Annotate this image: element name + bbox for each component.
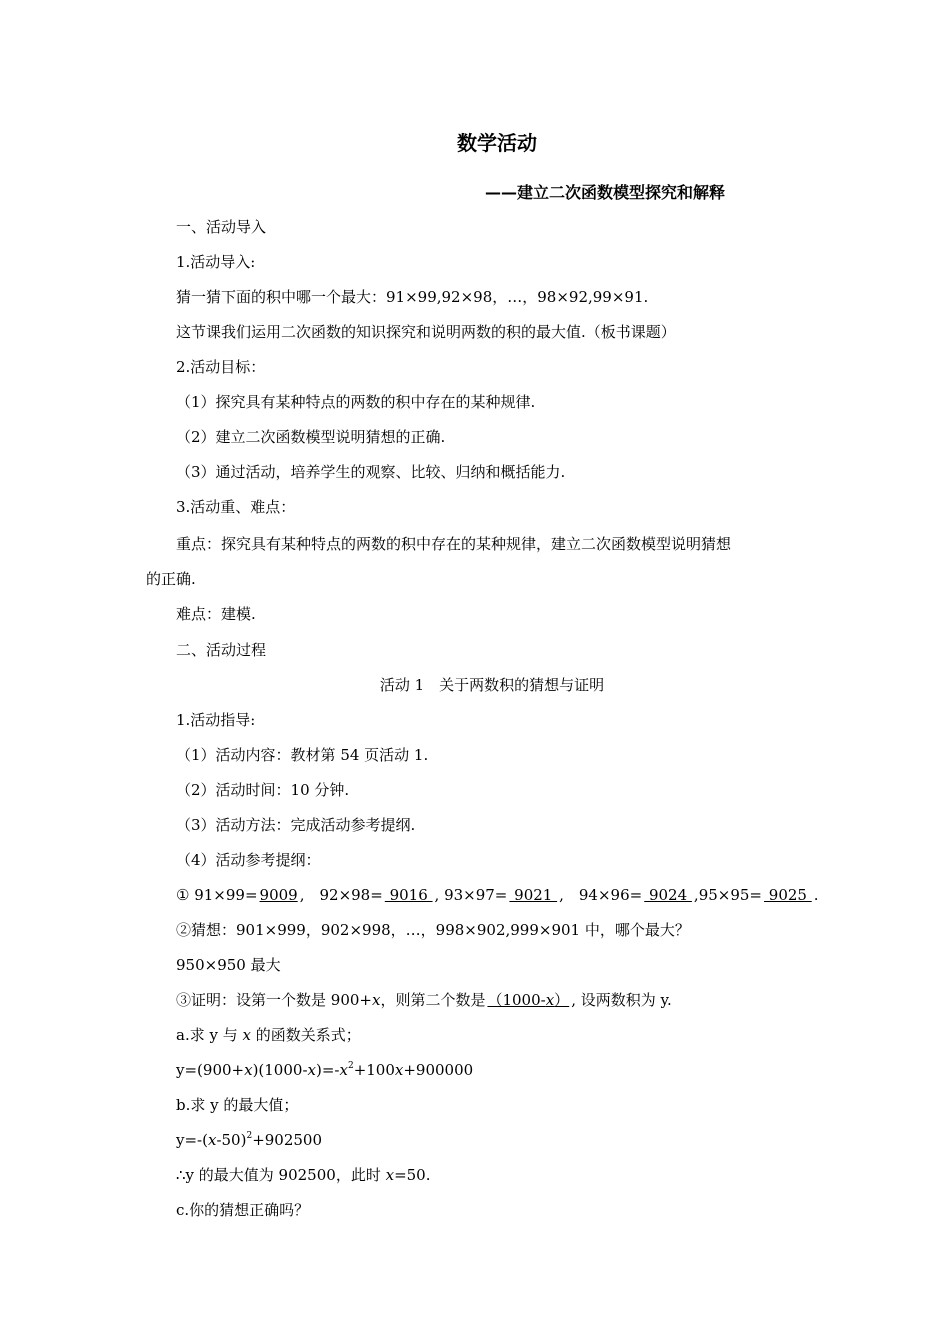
item-heading-intro: 1.活动导入:: [176, 253, 256, 271]
proof-text: , 设两数积为 y.: [571, 991, 672, 1009]
guide-item: （3）活动方法：完成活动参考提纲.: [176, 816, 416, 834]
key-point-continued: 的正确.: [146, 570, 196, 588]
calc-text: , 93×97=: [434, 886, 508, 904]
variable-x: x: [339, 1061, 348, 1079]
eq-text: +900000: [403, 1061, 474, 1079]
proof-text: ③证明：设第一个数是 900+: [176, 991, 372, 1009]
eq-text: y=-(: [176, 1131, 208, 1149]
eq-text: -50): [216, 1131, 247, 1149]
conclusion-text: ∴y 的最大值为 902500，此时: [176, 1166, 386, 1184]
guide-item: （4）活动参考提纲：: [176, 851, 321, 869]
calc-text: , 94×96=: [559, 886, 643, 904]
step-text: 的函数关系式；: [250, 1026, 361, 1044]
item-heading-key-points: 3.活动重、难点：: [176, 498, 296, 516]
variable-x: x: [242, 1026, 251, 1044]
variable-x: x: [371, 991, 381, 1009]
item-heading-goals: 2.活动目标：: [176, 358, 266, 376]
conclusion-text: =50.: [394, 1166, 431, 1184]
variable-x: x: [307, 1061, 316, 1079]
exponent: 2: [347, 1061, 354, 1071]
variable-x: x: [244, 1061, 253, 1079]
eq-text: +902500: [252, 1131, 323, 1149]
calculation-line: [176, 885, 819, 905]
calc-answer: 9021: [509, 886, 558, 904]
activity-title: 活动 1 关于两数积的猜想与证明: [379, 676, 605, 694]
eq-text: )=-: [315, 1061, 340, 1079]
goal-item: （3）通过活动，培养学生的观察、比较、归纳和概括能力.: [176, 463, 566, 481]
proof-blank-text: （1000-: [487, 991, 546, 1009]
step-c: c.你的猜想正确吗？: [176, 1201, 310, 1219]
key-point: 重点：探究具有某种特点的两数的积中存在的某种规律，建立二次函数模型说明猜想: [176, 535, 732, 553]
eq-text: )(1000-: [252, 1061, 308, 1079]
proof-statement: [176, 990, 672, 1010]
section-heading-intro: 一、活动导入: [176, 218, 267, 236]
calc-text: ① 91×99=: [176, 886, 258, 904]
goal-item: （2）建立二次函数模型说明猜想的正确.: [176, 428, 446, 446]
proof-blank-text: ）: [554, 991, 570, 1009]
calc-answer: 9016: [384, 886, 433, 904]
variable-x: x: [385, 1166, 395, 1184]
variable-x: x: [207, 1131, 217, 1149]
step-a: [176, 1025, 361, 1045]
proof-blank: [485, 991, 571, 1009]
lesson-statement: 这节课我们运用二次函数的知识探究和说明两数的积的最大值.（板书课题）: [176, 323, 676, 341]
equation-function: [176, 1060, 473, 1080]
calc-text: .: [813, 886, 819, 904]
eq-text: +100: [353, 1061, 395, 1079]
guess-question: ②猜想：901×999，902×998，…，998×902,999×901 中，哪个最大？: [176, 921, 690, 939]
section-heading-process: 二、活动过程: [176, 641, 267, 659]
step-b: b.求 y 的最大值；: [176, 1096, 299, 1114]
guide-heading: 1.活动指导:: [176, 711, 256, 729]
variable-x: x: [545, 991, 555, 1009]
goal-item: （1）探究具有某种特点的两数的积中存在的某种规律.: [176, 393, 536, 411]
document-title: 数学活动: [457, 131, 537, 155]
calc-answer: 9025: [764, 886, 812, 904]
calc-answer: 9024: [644, 886, 692, 904]
step-text: a.求 y 与: [176, 1026, 243, 1044]
document-subtitle: ——建立二次函数模型探究和解释: [485, 183, 726, 202]
guide-item: （2）活动时间：10 分钟.: [176, 781, 350, 799]
eq-text: y=(900+: [176, 1061, 245, 1079]
calc-text: , 92×98=: [299, 886, 383, 904]
calc-answer: 9009: [259, 886, 298, 904]
exponent: 2: [246, 1131, 253, 1141]
intro-question: 猜一猜下面的积中哪一个最大：91×99,92×98，…，98×92,99×91.: [176, 288, 649, 306]
guess-answer: 950×950 最大: [176, 956, 281, 974]
calc-text: ,95×95=: [693, 886, 763, 904]
proof-text: ，则第二个数是: [380, 991, 486, 1009]
guide-item: （1）活动内容：教材第 54 页活动 1.: [176, 746, 429, 764]
variable-x: x: [394, 1061, 404, 1079]
conclusion: [176, 1165, 431, 1185]
difficulty-point: 难点：建模.: [176, 605, 256, 623]
equation-vertex-form: [176, 1130, 322, 1150]
